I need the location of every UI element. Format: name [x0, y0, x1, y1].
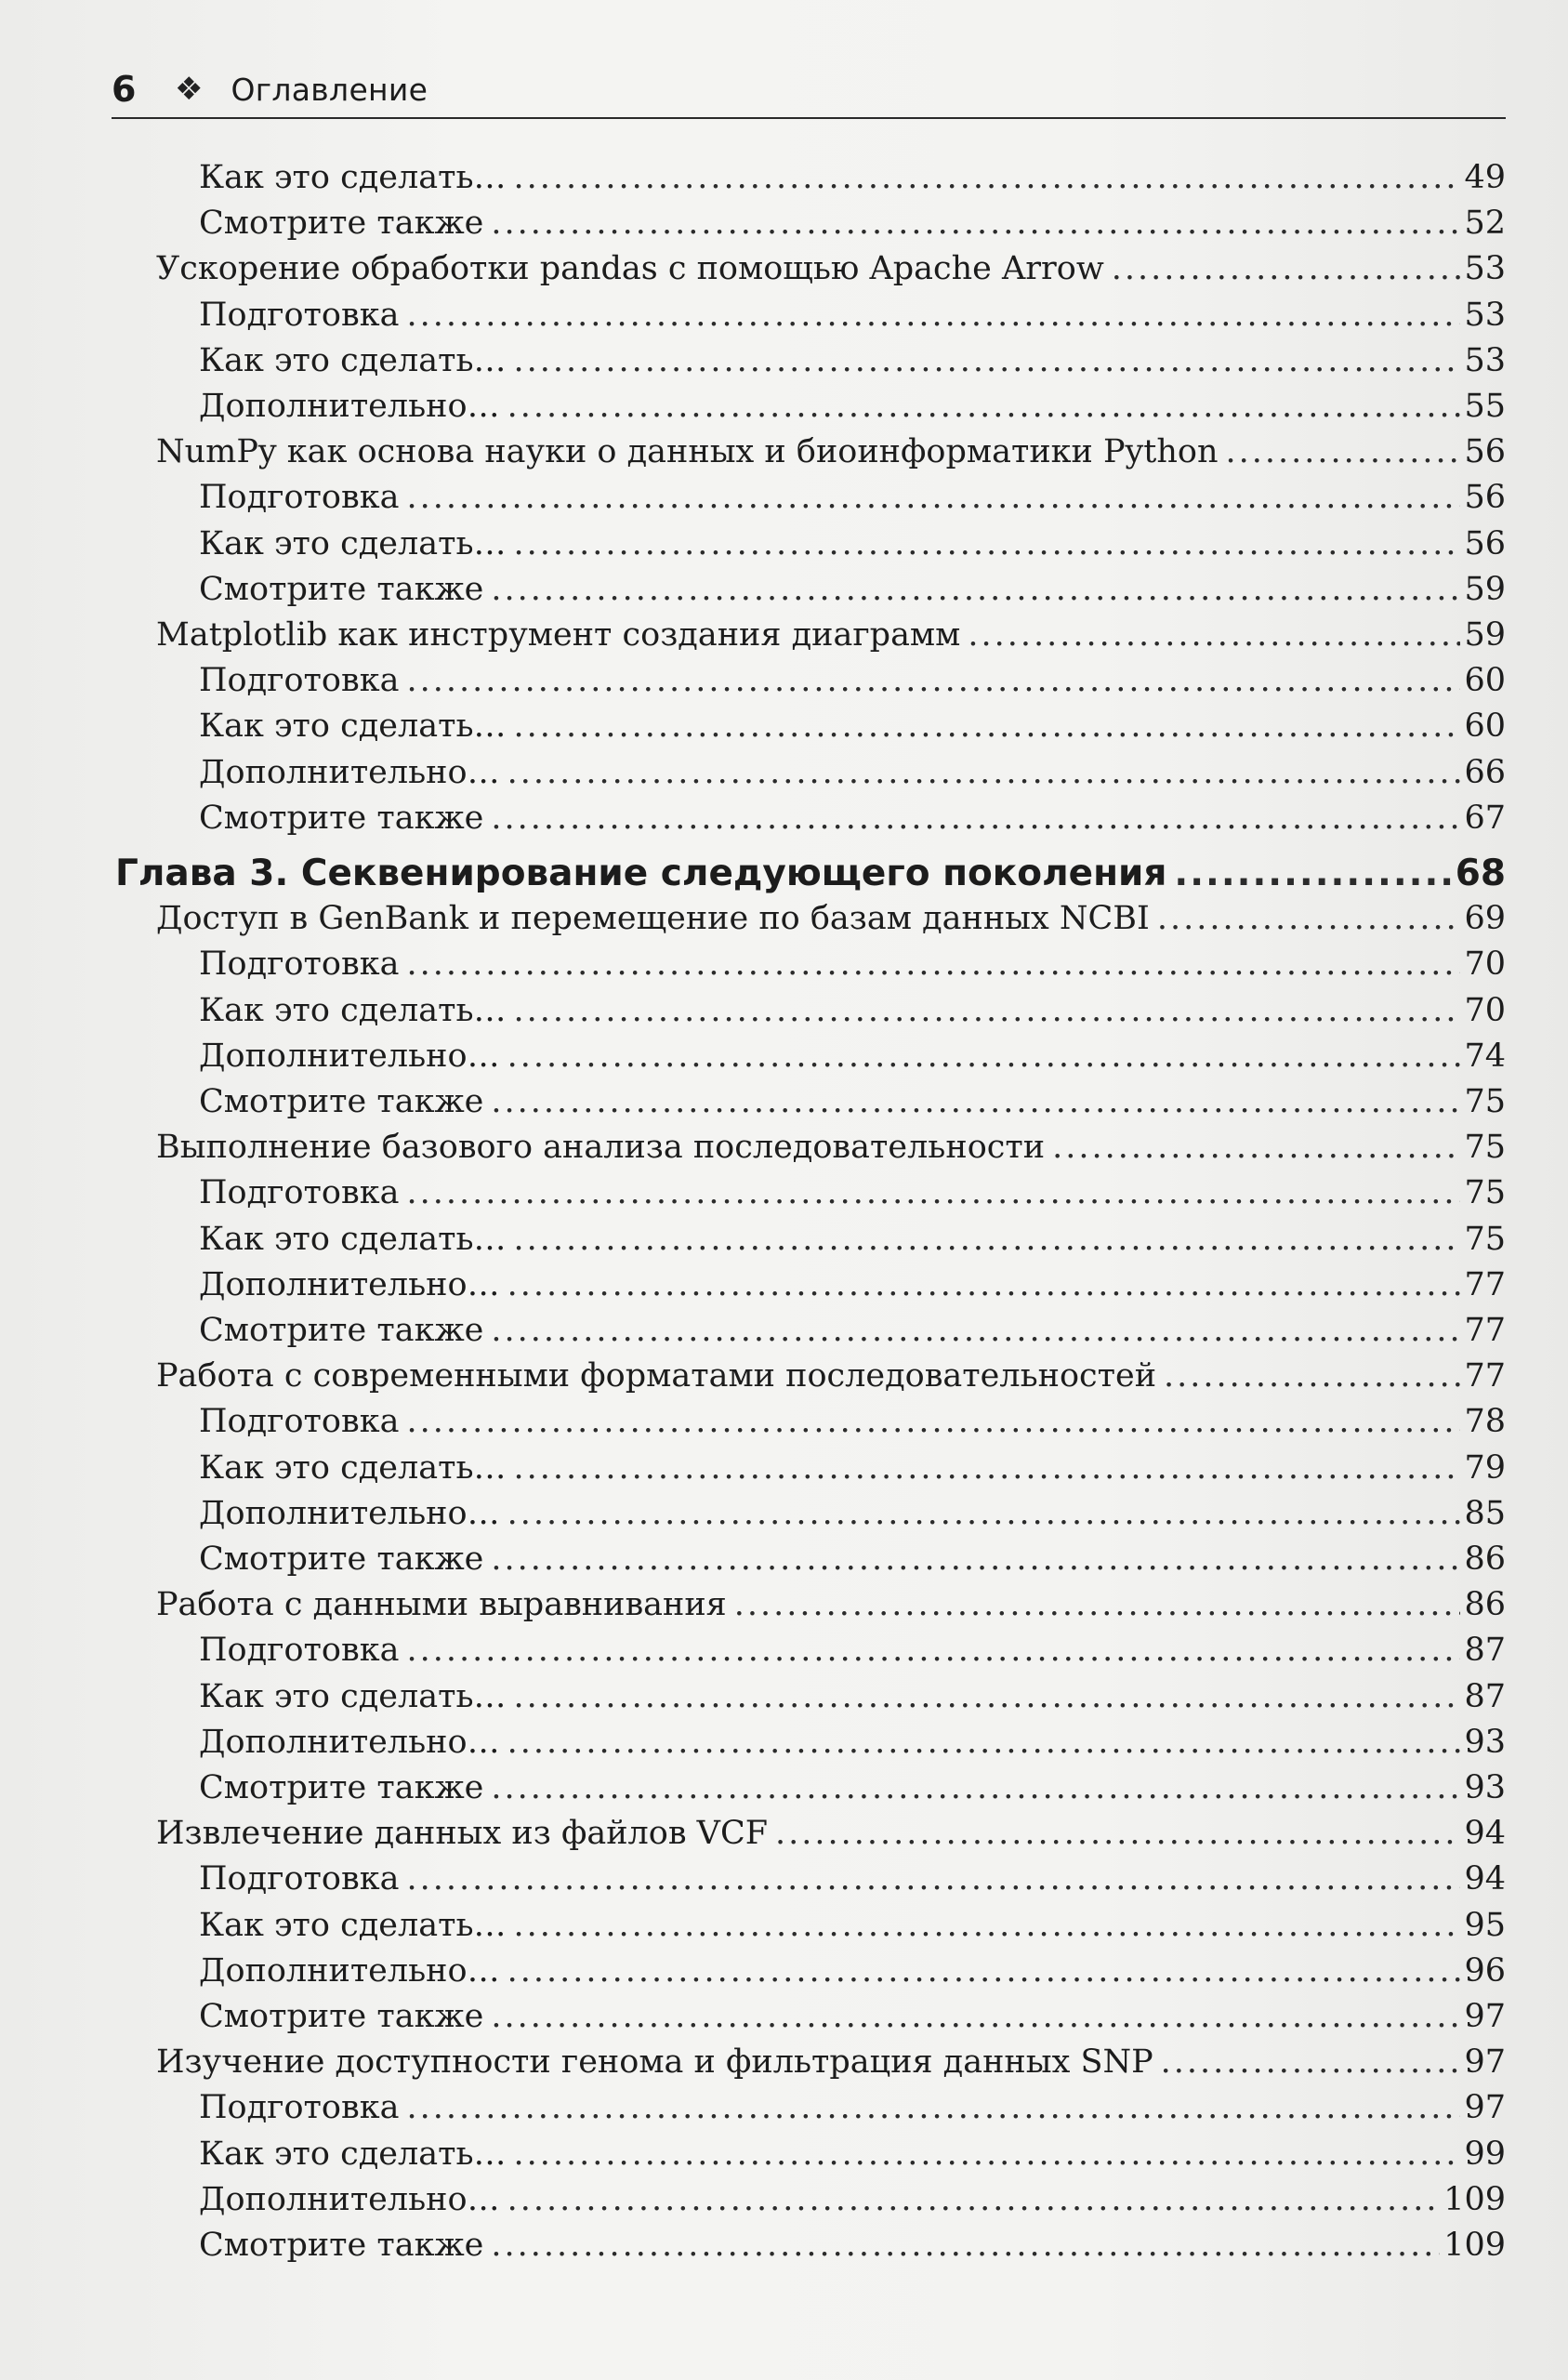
toc-entry-page: 74	[1464, 1038, 1506, 1075]
toc-leader-dots	[406, 1171, 1460, 1214]
toc-subsection-entry	[199, 1309, 1506, 1352]
toc-leader-dots	[1161, 2041, 1461, 2083]
toc-entry-title: Смотрите также	[199, 1083, 484, 1120]
toc-entry-page: 75	[1464, 1129, 1506, 1166]
toc-entry-page: 52	[1464, 205, 1506, 242]
toc-entry-page: 86	[1464, 1586, 1506, 1623]
toc-entry-title: Глава 3. Секвенирование следующего поколения	[115, 853, 1167, 894]
running-header	[112, 67, 1506, 112]
toc-section-entry	[156, 897, 1506, 940]
toc-entry-page: 93	[1464, 1724, 1506, 1761]
toc-subsection-entry	[199, 2224, 1506, 2267]
toc-entry-title: Дополнительно…	[199, 2181, 500, 2218]
toc-entry-page: 68	[1455, 853, 1506, 894]
toc-leader-dots	[1157, 897, 1461, 940]
toc-entry-page: 53	[1464, 297, 1506, 334]
toc-entry-page: 94	[1464, 1860, 1506, 1897]
toc-leader-dots	[507, 2178, 1441, 2221]
toc-subsection-entry	[199, 1400, 1506, 1443]
toc-subsection-entry	[199, 1447, 1506, 1489]
toc-entry-title: Дополнительно…	[199, 1724, 500, 1761]
toc-leader-dots	[406, 476, 1460, 519]
toc-leader-dots	[514, 705, 1461, 747]
toc-entry-page: 85	[1464, 1495, 1506, 1532]
toc-subsection-entry	[199, 2133, 1506, 2175]
toc-entry-title: Дополнительно…	[199, 1952, 500, 1990]
toc-subsection-entry	[199, 751, 1506, 794]
toc-entry-title: Дополнительно…	[199, 754, 500, 791]
toc-leader-dots	[406, 1400, 1460, 1443]
toc-subsection-entry	[199, 1538, 1506, 1580]
toc-subsection-entry	[199, 156, 1506, 199]
toc-entry-title: Дополнительно…	[199, 1038, 500, 1075]
toc-leader-dots	[1174, 848, 1451, 900]
toc-leader-dots	[491, 568, 1460, 611]
toc-entry-title: Смотрите также	[199, 1540, 484, 1578]
toc-entry-title: Как это сделать…	[199, 1449, 507, 1487]
toc-leader-dots	[507, 1950, 1461, 1992]
toc-leader-dots	[968, 614, 1460, 656]
toc-leader-dots	[406, 943, 1460, 985]
toc-entry-page: 60	[1464, 707, 1506, 745]
ornament-icon: ❖	[175, 71, 204, 108]
toc-section-entry	[156, 1583, 1506, 1626]
toc-entry-title: Как это сделать…	[199, 1907, 507, 1944]
toc-leader-dots	[507, 1492, 1461, 1535]
toc-leader-dots	[514, 1904, 1461, 1947]
toc-entry-title: Доступ в GenBank и перемещение по базам данных NCBI	[156, 900, 1150, 937]
toc-entry-title: Подготовка	[199, 479, 400, 516]
toc-entry-page: 69	[1464, 900, 1506, 937]
toc-entry-page: 97	[1464, 2043, 1506, 2081]
toc-entry-page: 97	[1464, 1998, 1506, 2035]
toc-entry-page: 75	[1464, 1083, 1506, 1120]
toc-entry-page: 66	[1464, 754, 1506, 791]
toc-entry-page: 77	[1464, 1266, 1506, 1303]
toc-section-entry	[156, 2041, 1506, 2083]
toc-entry-page: 77	[1464, 1357, 1506, 1395]
toc-leader-dots	[514, 1447, 1461, 1489]
toc-leader-dots	[734, 1583, 1461, 1626]
toc-entry-title: Подготовка	[199, 1174, 400, 1211]
toc-leader-dots	[406, 659, 1460, 702]
toc-leader-dots	[507, 1263, 1461, 1306]
toc-subsection-entry	[199, 989, 1506, 1032]
toc-entry-title: Как это сделать…	[199, 342, 507, 379]
toc-subsection-entry	[199, 1218, 1506, 1261]
toc-subsection-entry	[199, 2178, 1506, 2221]
toc-leader-dots	[491, 1309, 1460, 1352]
toc-subsection-entry	[199, 1675, 1506, 1718]
toc-entry-page: 87	[1464, 1632, 1506, 1669]
toc-entry-page: 53	[1464, 250, 1506, 287]
toc-entry-page: 70	[1464, 992, 1506, 1029]
toc-leader-dots	[406, 294, 1460, 337]
toc-leader-dots	[491, 202, 1460, 245]
toc-entry-title: Matplotlib как инструмент создания диаграмм	[156, 616, 961, 654]
toc-entry-title: Дополнительно…	[199, 388, 500, 425]
toc-entry-title: Смотрите также	[199, 800, 484, 837]
toc-section-entry	[156, 614, 1506, 656]
toc-entry-title: Подготовка	[199, 945, 400, 983]
page-number: 6	[112, 69, 137, 110]
toc-entry-title: Дополнительно…	[199, 1495, 500, 1532]
toc-entry-page: 55	[1464, 388, 1506, 425]
toc-entry-page: 67	[1464, 800, 1506, 837]
toc-entry-title: Как это сделать…	[199, 525, 507, 562]
toc-leader-dots	[1164, 1355, 1460, 1397]
toc-subsection-entry	[199, 568, 1506, 611]
toc-leader-dots	[1226, 430, 1461, 473]
toc-subsection-entry	[199, 522, 1506, 565]
toc-entry-page: 93	[1464, 1769, 1506, 1806]
toc-section-entry	[156, 1355, 1506, 1397]
toc-entry-page: 53	[1464, 342, 1506, 379]
toc-subsection-entry	[199, 1035, 1506, 1078]
toc-entry-title: Смотрите также	[199, 1312, 484, 1349]
toc-entry-page: 49	[1464, 159, 1506, 196]
toc-entry-title: Смотрите также	[199, 205, 484, 242]
toc-leader-dots	[491, 797, 1460, 840]
toc-entry-title: Как это сделать…	[199, 1221, 507, 1258]
toc-entry-page: 70	[1464, 945, 1506, 983]
toc-subsection-entry	[199, 1995, 1506, 2038]
toc-subsection-entry	[199, 1858, 1506, 1900]
toc-subsection-entry	[199, 294, 1506, 337]
toc-subsection-entry	[199, 1263, 1506, 1306]
toc-subsection-entry	[199, 659, 1506, 702]
toc-entry-title: Подготовка	[199, 2089, 400, 2126]
toc-entry-title: Изучение доступности генома и фильтрация данных SNP	[156, 2043, 1153, 2081]
toc-entry-title: Как это сделать…	[199, 1678, 507, 1715]
toc-entry-title: Смотрите также	[199, 2227, 484, 2264]
toc-subsection-entry	[199, 476, 1506, 519]
toc-entry-page: 56	[1464, 433, 1506, 470]
toc-leader-dots	[491, 1538, 1460, 1580]
toc-entry-page: 77	[1464, 1312, 1506, 1349]
toc-section-entry	[156, 1126, 1506, 1169]
toc-entry-page: 109	[1443, 2227, 1506, 2264]
toc-entry-title: Выполнение базового анализа последовательности	[156, 1129, 1046, 1166]
toc-leader-dots	[775, 1812, 1460, 1855]
toc-leader-dots	[491, 1995, 1460, 2038]
toc-subsection-entry	[199, 1766, 1506, 1809]
toc-entry-page: 56	[1464, 479, 1506, 516]
toc-entry-page: 87	[1464, 1678, 1506, 1715]
toc-leader-dots	[406, 1629, 1460, 1672]
toc-subsection-entry	[199, 705, 1506, 747]
toc-leader-dots	[491, 2224, 1440, 2267]
toc-leader-dots	[491, 1080, 1460, 1123]
toc-entry-title: Извлечение данных из файлов VCF	[156, 1815, 769, 1852]
toc-section-entry	[156, 430, 1506, 473]
toc-leader-dots	[507, 1035, 1461, 1078]
toc-entry-title: Смотрите также	[199, 1998, 484, 2035]
toc-subsection-entry	[199, 1904, 1506, 1947]
toc-section-entry	[156, 247, 1506, 290]
toc-entry-title: Как это сделать…	[199, 707, 507, 745]
toc-subsection-entry	[199, 797, 1506, 840]
toc-entry-title: Как это сделать…	[199, 159, 507, 196]
toc-leader-dots	[1112, 247, 1461, 290]
toc-leader-dots	[514, 156, 1461, 199]
running-title: Оглавление	[231, 71, 428, 108]
toc-chapter-entry	[115, 848, 1506, 900]
toc-entry-title: Ускорение обработки pandas с помощью Apache Arrow	[156, 250, 1104, 287]
toc-subsection-entry	[199, 339, 1506, 382]
toc-entry-page: 97	[1464, 2089, 1506, 2126]
toc-leader-dots	[514, 1218, 1461, 1261]
toc-leader-dots	[514, 339, 1461, 382]
toc-leader-dots	[507, 1721, 1461, 1764]
toc-subsection-entry	[199, 1629, 1506, 1672]
header-rule	[112, 117, 1506, 119]
toc-leader-dots	[514, 1675, 1461, 1718]
toc-entry-title: Подготовка	[199, 662, 400, 699]
toc-entry-page: 75	[1464, 1174, 1506, 1211]
toc-entry-title: Подготовка	[199, 1403, 400, 1440]
toc-entry-page: 75	[1464, 1221, 1506, 1258]
toc-leader-dots	[491, 1766, 1460, 1809]
toc-leader-dots	[406, 2086, 1460, 2129]
toc-subsection-entry	[199, 1950, 1506, 1992]
toc-entry-page: 96	[1464, 1952, 1506, 1990]
toc-entry-page: 86	[1464, 1540, 1506, 1578]
toc-subsection-entry	[199, 385, 1506, 428]
toc-subsection-entry	[199, 1721, 1506, 1764]
toc-leader-dots	[507, 751, 1461, 794]
toc-entry-page: 78	[1464, 1403, 1506, 1440]
toc-leader-dots	[507, 385, 1461, 428]
toc-leader-dots	[514, 989, 1461, 1032]
toc-entry-title: Подготовка	[199, 297, 400, 334]
toc-entry-title: Как это сделать…	[199, 2135, 507, 2173]
toc-entry-page: 99	[1464, 2135, 1506, 2173]
toc-entry-page: 95	[1464, 1907, 1506, 1944]
toc-entry-title: Смотрите также	[199, 571, 484, 608]
toc-entry-page: 60	[1464, 662, 1506, 699]
toc-entry-title: Дополнительно…	[199, 1266, 500, 1303]
toc-entry-page: 109	[1443, 2181, 1506, 2218]
toc-subsection-entry	[199, 202, 1506, 245]
toc-entry-page: 59	[1464, 616, 1506, 654]
toc-entry-page: 59	[1464, 571, 1506, 608]
toc-leader-dots	[514, 2133, 1461, 2175]
toc-entry-page: 94	[1464, 1815, 1506, 1852]
toc-subsection-entry	[199, 2086, 1506, 2129]
toc-entry-page: 56	[1464, 525, 1506, 562]
toc-entry-page: 79	[1464, 1449, 1506, 1487]
toc-subsection-entry	[199, 1171, 1506, 1214]
toc-entry-title: Как это сделать…	[199, 992, 507, 1029]
toc-entry-title: Подготовка	[199, 1632, 400, 1669]
toc-leader-dots	[514, 522, 1461, 565]
toc-subsection-entry	[199, 943, 1506, 985]
toc-entry-title: Работа с данными выравнивания	[156, 1586, 727, 1623]
toc-section-entry	[156, 1812, 1506, 1855]
toc-entry-title: Работа с современными форматами последовательностей	[156, 1357, 1157, 1395]
toc-subsection-entry	[199, 1080, 1506, 1123]
toc-leader-dots	[406, 1858, 1460, 1900]
toc-entry-title: Подготовка	[199, 1860, 400, 1897]
toc-subsection-entry	[199, 1492, 1506, 1535]
toc-entry-title: NumPy как основа науки о данных и биоинформатики Python	[156, 433, 1219, 470]
toc-leader-dots	[1052, 1126, 1460, 1169]
toc-entry-title: Смотрите также	[199, 1769, 484, 1806]
